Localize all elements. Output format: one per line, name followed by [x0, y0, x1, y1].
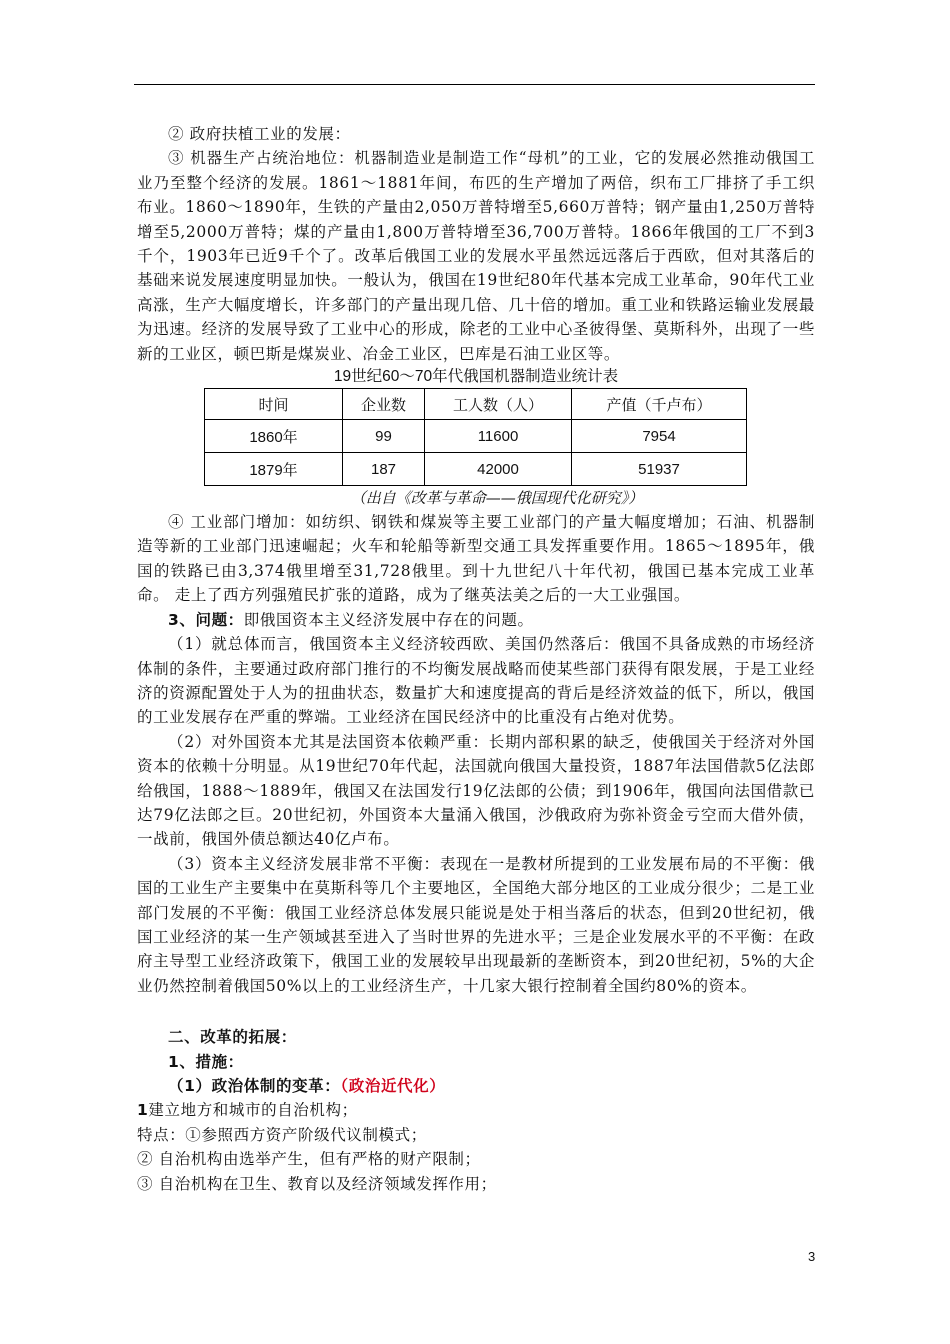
paragraph-gov-support: ② 政府扶植工业的发展： [168, 125, 351, 143]
table-header-cell: 时间 [205, 389, 343, 420]
item-text: 建立地方和城市的自治机构； [148, 1101, 358, 1120]
table-cell: 11600 [425, 420, 572, 453]
table-row [205, 453, 747, 486]
table-header-cell: 工人数（人） [425, 389, 572, 420]
item-autonomy [137, 1098, 815, 1122]
table-caption: 19世纪60～70年代俄国机器制造业统计表 [333, 368, 619, 386]
problem-item: （1）就总体而言，俄国资本主义经济较西欧、美国仍然落后：俄国不具备成熟的市场经济体制的条件，主要通过政府部门推行的不均衡发展战略而使某些部门获得有限发展，于是工业经济的资源配置处于人为的扭曲状态，数量扩大和速度提高的背后是经济效益的低下，所以，俄国的工业发展存在严重的弊端。工业经济在国民经济中的比重没有占绝对优势。 [137, 635, 815, 727]
paragraph-machine-production: ③ 机器生产占统治地位：机器制造业是制造工作“母机”的工业，它的发展必然推动俄国工业乃至整个经济的发展。1861～1881年间，布匹的生产增加了两倍，织布工厂排挤了手工织布业。1860～1890年，生铁的产量由2,050万普特增至5,660万普特；钢产量由1,250万普特增至5,2000万普特；煤的产量由1,800万普特增至36,700万普特。1866年俄国的工厂不到3千个，1903年已近9千个了。改革后俄国工业的发展水平虽然远远落后于西欧，但对其落后的基础来说发展速度明显加快。一般认为，俄国在19世纪80年代基本完成工业革命，90年代工业高涨，生产大幅度增长，许多部门的产量出现几倍、几十倍的增加。重工业和铁路运输业发展最为迅速。经济的发展导致了工业中心的形成，除老的工业中心圣彼得堡、莫斯科外，出现了一些新的工业区，顿巴斯是煤炭业、冶金工业区，巴库是石油工业区等。 [137, 149, 815, 363]
page-number: 3 [808, 1249, 816, 1264]
table-cell: 1879年 [205, 453, 343, 486]
table-header-cell: 企业数 [343, 389, 425, 420]
problems-text: 即俄国资本主义经济发展中存在的问题。 [243, 610, 534, 629]
table-cell: 99 [343, 420, 425, 453]
subsection-political [137, 1074, 815, 1098]
problem-item: （2）对外国资本尤其是法国资本依赖严重：长期内部积累的缺乏，使俄国关于经济对外国资本的依赖十分明显。从19世纪70年代起，法国就向俄国大量投资，1887年法国借款5亿法郎给俄国，1888～1889年，俄国又在法国发行19亿法郎的公债；到1906年，俄国向法国借款已达79亿法郎之巨。20世纪初，外国资本大量涌入俄国，沙俄政府为弥补资金亏空而大借外债，一战前，俄国外债总额达40亿卢布。 [137, 732, 815, 849]
subsection-measures: 1、措施： [168, 1052, 244, 1071]
document-body [137, 122, 815, 1196]
feature-line: ③ 自治机构在卫生、教育以及经济领域发挥作用； [137, 1174, 497, 1193]
political-tag: （政治近代化） [340, 1077, 446, 1095]
table-source: （出自《改革与革命——俄国现代化研究》） [350, 489, 644, 508]
problems-label: 3、问题： [168, 610, 244, 629]
table-cell: 42000 [425, 453, 572, 486]
political-label: （1）政治体制的变革： [168, 1077, 341, 1095]
item-number: 1 [137, 1101, 149, 1120]
feature-line: ② 自治机构由选举产生，但有严格的财产限制； [137, 1150, 481, 1169]
problem-item: （3）资本主义经济发展非常不平衡：表现在一是教材所提到的工业发展布局的不平衡：俄国的工业生产主要集中在莫斯科等几个主要地区，全国绝大部分地区的工业成分很少；二是工业部门发展的不平衡：俄国工业经济总体发展只能说是处于相当落后的状态，但到20世纪初，俄国工业经济的某一生产领域甚至进入了当时世界的先进水平；三是企业发展水平的不平衡：在政府主导型工业经济政策下，俄国工业的发展较早出现最新的垄断资本，到20世纪初，5%的大企业仍然控制着俄国50%以上的工业经济生产，十几家大银行控制着全国约80%的资本。 [137, 854, 815, 995]
table-header-row [205, 389, 747, 420]
header-rule [134, 84, 815, 85]
table-row [205, 420, 747, 453]
section-title: 二、改革的拓展： [168, 1028, 297, 1047]
table-header-cell: 产值（千卢布） [572, 389, 747, 420]
paragraph-industry-sectors: ④ 工业部门增加：如纺织、钢铁和煤炭等主要工业部门的产量大幅度增加；石油、机器制造等新的工业部门迅速崛起；火车和轮船等新型交通工具发挥重要作用。1865～1895年，俄国的铁路已由3,374俄里增至31,728俄里。到十九世纪八十年代初，俄国已基本完成工业革命。 走上了西方列强殖民扩张的道路，成为了继英法美之后的一大工业强国。 [137, 513, 815, 605]
table-cell: 7954 [572, 420, 747, 453]
feature-line: 特点：①参照西方资产阶级代议制模式； [137, 1125, 427, 1144]
table-cell: 51937 [572, 453, 747, 486]
stats-table [204, 388, 747, 486]
table-cell: 1860年 [205, 420, 343, 453]
table-cell: 187 [343, 453, 425, 486]
problems-heading [137, 608, 815, 632]
